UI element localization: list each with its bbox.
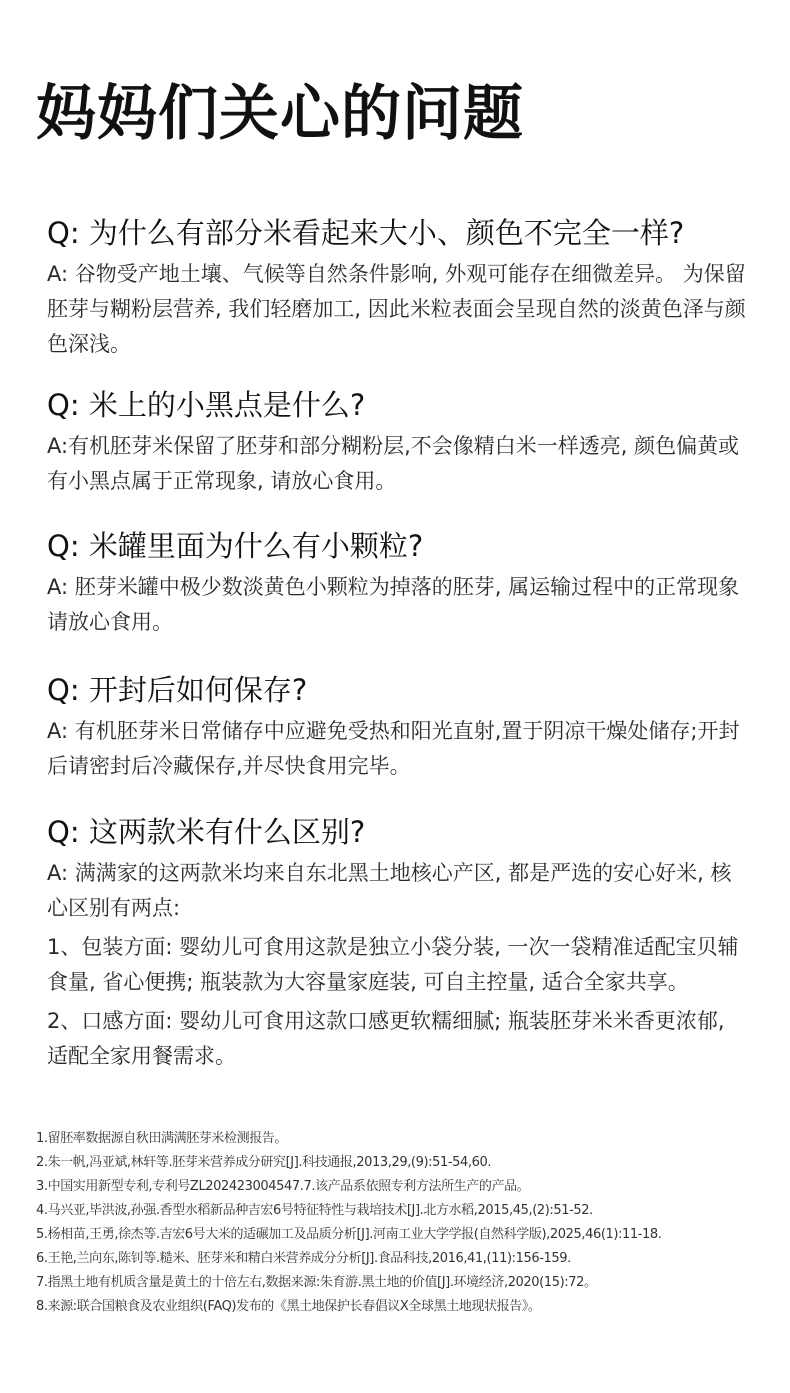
faq-answer: A:有机胚芽米保留了胚芽和部分糊粉层,不会像精白米一样透亮, 颜色偏黄或有小黑点属于正常现象, 请放心食用。 (47, 434, 740, 493)
faq-answer: A: 有机胚芽米日常储存中应避免受热和阳光直射,置于阴凉干燥处储存;开封后请密封后冷藏保存,并尽快食用完毕。 (47, 719, 740, 778)
reference-item: 7.指黑土地有机质含量是黄土的十倍左右,数据来源:朱育游.黑土地的价值[J].环境经济,2020(15):72。 (36, 1275, 597, 1290)
reference-item: 1.留胚率数据源自秋田满满胚芽米检测报告。 (36, 1131, 288, 1146)
faq-question: Q: 为什么有部分米看起来大小、颜色不完全一样? (47, 216, 685, 250)
faq-answer-point-taste: 2、口感方面: 婴幼儿可食用这款口感更软糯细腻; 瓶装胚芽米米香更浓郁, 适配全家用餐需求。 (47, 1009, 725, 1068)
faq-answer: A: 谷物受产地土壤、气候等自然条件影响, 外观可能存在细微差异。 为保留胚芽与糊粉层营养, 我们轻磨加工, 因此米粒表面会呈现自然的淡黄色泽与颜色深浅。 (47, 262, 746, 356)
faq-question: Q: 米罐里面为什么有小颗粒? (47, 529, 424, 563)
reference-item: 2.朱一帆,冯亚斌,林轩等.胚芽米营养成分研究[J].科技通报,2013,29,(9):51-54,60. (36, 1155, 492, 1170)
faq-item-difference (47, 812, 747, 1074)
faq-question: Q: 开封后如何保存? (47, 673, 308, 707)
reference-item: 6.王艳,兰向东,陈钊等.糙米、胚芽米和精白米营养成分分析[J].食品科技,2016,41,(11):156-159. (36, 1251, 571, 1266)
faq-answer-point-packaging: 1、包装方面: 婴幼儿可食用这款是独立小袋分装, 一次一袋精准适配宝贝辅食量, 省心便携; 瓶装款为大容量家庭装, 可自主控量, 适合全家共享。 (47, 935, 739, 994)
reference-item: 4.马兴亚,毕洪波,孙强.香型水稻新品种吉宏6号特征特性与栽培技术[J].北方水稻,2015,45,(2):51-52. (36, 1203, 593, 1218)
faq-item-black-dots (47, 385, 747, 499)
page-title: 妈妈们关心的问题 (36, 79, 524, 149)
faq-item-storage (47, 670, 747, 784)
faq-answer: A: 满满家的这两款米均来自东北黑土地核心产区, 都是严选的安心好米, 核心区别有两点: (47, 861, 732, 920)
reference-item: 5.杨相苗,王勇,徐杰等.吉宏6号大米的适碾加工及品质分析[J].河南工业大学学报(自然科学版),2025,46(1):11-18. (36, 1227, 662, 1242)
faq-answer: A: 胚芽米罐中极少数淡黄色小颗粒为掉落的胚芽, 属运输过程中的正常现象请放心食用。 (47, 575, 740, 634)
faq-item-size-color (47, 213, 747, 362)
faq-item-small-particles (47, 526, 747, 640)
faq-question: Q: 这两款米有什么区别? (47, 815, 366, 849)
reference-item: 8.来源:联合国粮食及农业组织(FAQ)发布的《黑土地保护长春倡议X全球黑土地现状报告》。 (36, 1299, 541, 1314)
references-list (36, 1127, 756, 1319)
reference-item: 3.中国实用新型专利,专利号ZL202423004547.7.该产品系依照专利方法所生产的产品。 (36, 1179, 530, 1194)
faq-question: Q: 米上的小黑点是什么? (47, 388, 366, 422)
